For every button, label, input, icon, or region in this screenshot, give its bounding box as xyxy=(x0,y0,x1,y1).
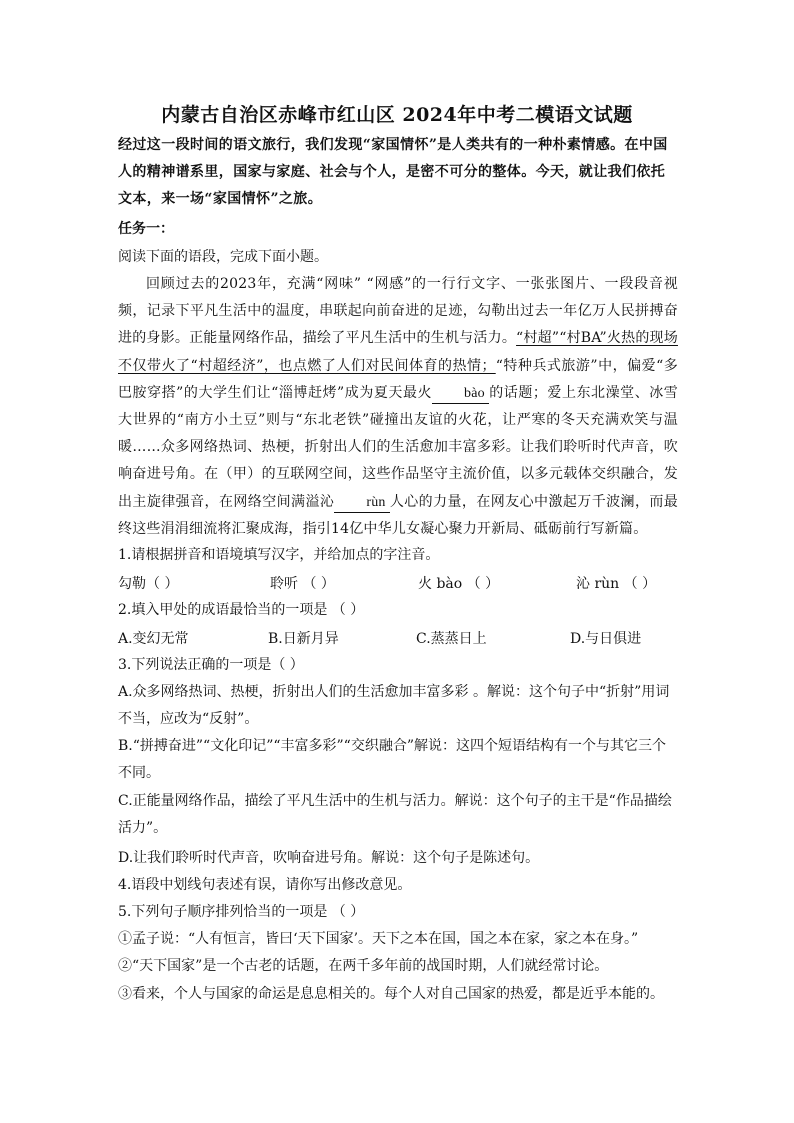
q5-sentence-3: ③看来，个人与国家的命运是息息相关的。每个人对自己国家的热爱，都是近乎本能的。 xyxy=(118,986,664,1002)
q2-option-d: D.与日俱进 xyxy=(570,631,642,647)
q3-option-a: A.众多网络热词、热梗，折射出人们的生活愈加丰富多彩 。解说：这个句子中“折射”用词不当，应改为“反射”。 xyxy=(118,684,670,728)
q3-option-d: D.让我们聆听时代声音，吹响奋进号角。解说：这个句子是陈述句。 xyxy=(118,850,540,866)
page-title: 内蒙古自治区赤峰市红山区 2024年中考二模语文试题 xyxy=(161,104,633,126)
q3-option-b: B.“拼搏奋进”“文化印记”“丰富多彩”“交织融合”解说：这四个短语结构有一个与其它三个不同。 xyxy=(118,738,666,782)
question-1-stem: 1.请根据拼音和语境填写汉字，并给加点的字注音。 xyxy=(118,547,440,563)
q5-sentence-1: ①孟子说：“人有恒言，皆曰‘天下国家’。天下之本在国，国之本在家，家之本在身。” xyxy=(118,931,639,947)
q1-item-gouler: 勾勒（ ） xyxy=(118,576,179,592)
q5-sentence-2: ②“天下国家”是一个古老的话题，在两千多年前的战国时期，人们就经常讨论。 xyxy=(118,958,609,974)
passage-text-1: 回顾过去的2023年，充满“网味” “网感”的一行行文字、一张张图片、一段段音视频，记录下平凡生活中的温度，串联起向前奋进的足迹，勾勒出过去一年亿万人民拼搏奋进的身影。正能量网络作品，描绘了平凡生活中的生机与活力。 xyxy=(118,276,678,347)
q2-option-b: B.日新月异 xyxy=(268,631,339,647)
reading-instruction: 阅读下面的语段，完成下面小题。 xyxy=(118,249,328,265)
q3-option-c: C.正能量网络作品，描绘了平凡生活中的生机与活力。解说：这个句子的主干是“作品描绘活力”。 xyxy=(118,793,672,837)
pinyin-blank-bao: bào xyxy=(432,385,489,404)
question-3-stem: 3.下列说法正确的一项是（ ） xyxy=(118,657,304,673)
passage-text-3: 的话题；爱上东北澡堂、冰雪大世界的“南方小土豆”则与“东北老铁”碰撞出友谊的火花，让严寒的冬天充满欢笑与温暖……众多网络热词、热梗，折射出人们的生活愈加丰富多彩。让我们聆听时代声音，吹响奋进号角。在（甲）的互联网空间，这些作品坚守主流价值，以多元载体交织融合，发出主旋律强音，在网络空间满溢沁 xyxy=(118,384,678,510)
reading-passage xyxy=(118,271,678,543)
q2-option-c: C.蒸蒸日上 xyxy=(416,631,487,647)
passage-text-4: 人心的力量，在网友心中激起万千波澜，而最终这些涓涓细流将汇聚成海，指引14亿中华儿女凝心聚力开新局、砥砺前行写新篇。 xyxy=(118,493,679,537)
q2-option-a: A.变幻无常 xyxy=(118,631,189,647)
question-2-stem: 2.填入甲处的成语最恰当的一项是 （ ） xyxy=(118,602,365,618)
q1-item-qinrun: 沁 rùn （ ） xyxy=(576,576,657,592)
question-5-stem: 5.下列句子顺序排列恰当的一项是 （ ） xyxy=(118,904,365,920)
underlined-sentence: “村超”“村BA”火热的现场不仅带火了“村超经济”，也点燃了人们对民间体育的热情； xyxy=(118,330,678,374)
intro-paragraph: 经过这一段时间的语文旅行，我们发现“家国情怀”是人类共有的一种朴素情感。在中国人的精神谱系里，国家与家庭、社会与个人，是密不可分的整体。今天，就让我们依托文本，来一场“家国情怀”之旅。 xyxy=(118,137,668,208)
pinyin-blank-run: rùn xyxy=(334,494,389,513)
passage-text-2: “特种兵式旅游”中，偏爱“多巴胺穿搭”的大学生们让“淄博赶烤”成为夏天最火 xyxy=(118,357,678,401)
q1-item-lingting: 聆听 （ ） xyxy=(270,576,335,592)
task-label: 任务一： xyxy=(118,221,174,237)
q1-item-huobao: 火 bào （ ） xyxy=(418,576,500,592)
question-4-stem: 4.语段中划线句表述有误，请你写出修改意见。 xyxy=(118,877,412,893)
